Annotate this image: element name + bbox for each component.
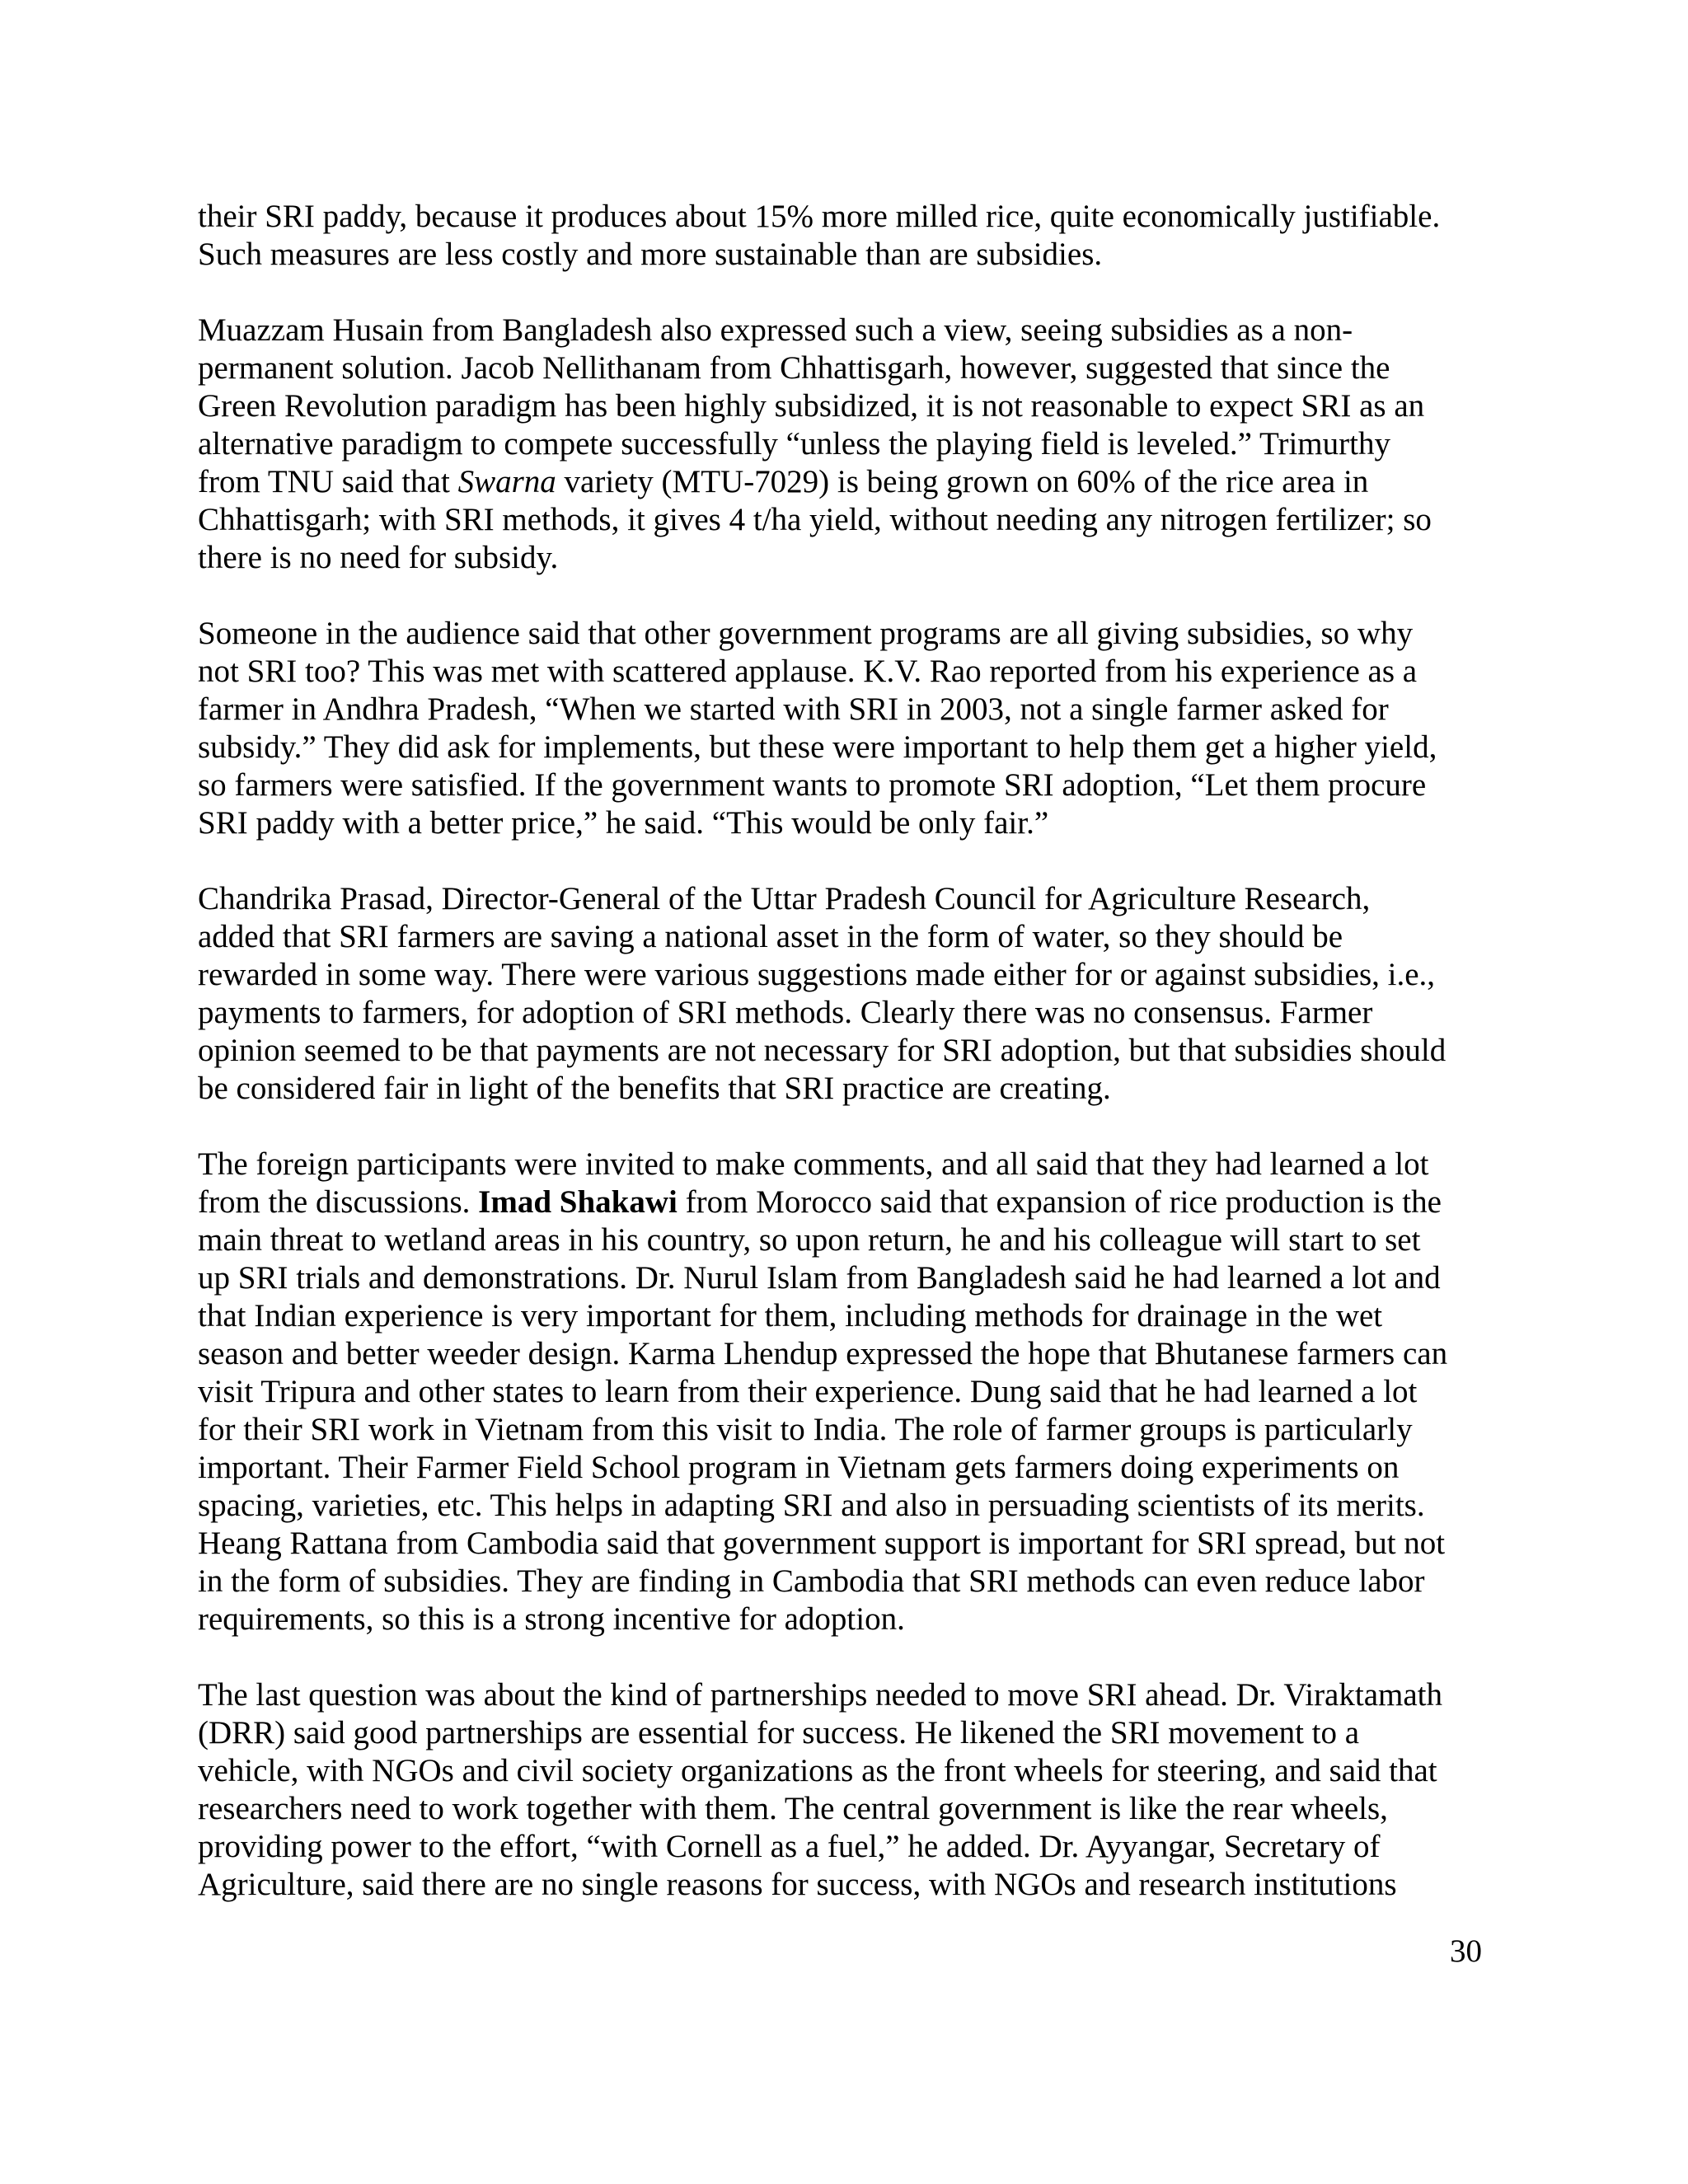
text-segment: permanent solution. Jacob Nellithanam from Chhattisgarh, however, suggested that since the [198, 350, 1390, 386]
text-segment: visit Tripura and other states to learn from their experience. Dung said that he had learned a lot [198, 1374, 1418, 1409]
text-line [198, 198, 1440, 236]
text-line [198, 1032, 1446, 1070]
bold-text: Imad Shakawi [478, 1184, 678, 1220]
text-line [198, 1601, 905, 1638]
text-segment: added that SRI farmers are saving a national asset in the form of water, so they should be [198, 919, 1343, 954]
text-segment: from the discussions. [198, 1184, 479, 1220]
text-segment: from Morocco said that expansion of rice production is the [677, 1184, 1442, 1220]
text-line [198, 236, 1102, 274]
text-segment: subsidy.” They did ask for implements, but these were important to help them get a higher yield, [198, 729, 1437, 765]
text-segment: not SRI too? This was met with scattered applause. K.V. Rao reported from his experience as a [198, 654, 1418, 689]
text-segment: (DRR) said good partnerships are essential for success. He likened the SRI movement to a [198, 1715, 1360, 1750]
text-line [198, 539, 558, 577]
text-segment: providing power to the effort, “with Cornell as a fuel,” he added. Dr. Ayyangar, Secretary of [198, 1829, 1381, 1864]
text-segment: alternative paradigm to compete successfully “unless the playing field is leveled.” Trimurthy [198, 426, 1390, 462]
text-line [198, 1790, 1388, 1828]
page-number: 30 [1450, 1933, 1482, 1969]
text-line [198, 1297, 1382, 1335]
text-line [198, 1449, 1399, 1487]
text-segment: for their SRI work in Vietnam from this visit to India. The role of farmer groups is particularly [198, 1412, 1413, 1447]
text-line [198, 349, 1390, 387]
text-line [198, 918, 1343, 956]
text-segment: opinion seemed to be that payments are not necessary for SRI adoption, but that subsidies should [198, 1033, 1447, 1068]
text-line [198, 1525, 1445, 1563]
text-line [198, 1487, 1425, 1525]
text-segment: The foreign participants were invited to make comments, and all said that they had learned a lot [198, 1146, 1429, 1182]
text-segment: Muazzam Husain from Bangladesh also expressed such a view, seeing subsidies as a non- [198, 312, 1353, 348]
text-segment: their SRI paddy, because it produces about 15% more milled rice, quite economically justifiable. [198, 199, 1441, 234]
text-line [198, 956, 1435, 994]
text-line [198, 615, 1413, 653]
text-line [198, 880, 1370, 918]
text-segment: main threat to wetland areas in his country, so upon return, he and his colleague will start to set [198, 1222, 1421, 1258]
text-segment: so farmers were satisfied. If the government wants to promote SRI adoption, “Let them procure [198, 767, 1427, 803]
text-segment: The last question was about the kind of partnerships needed to move SRI ahead. Dr. Viraktamath [198, 1677, 1442, 1713]
text-line [198, 994, 1372, 1032]
text-line [198, 1221, 1420, 1259]
text-segment: Green Revolution paradigm has been highly subsidized, it is not reasonable to expect SRI as an [198, 388, 1425, 424]
italic-text: Swarna [457, 464, 556, 499]
text-line [198, 1070, 1111, 1108]
text-segment: Such measures are less costly and more sustainable than are subsidies. [198, 237, 1103, 272]
text-segment: researchers need to work together with them. The central government is like the rear wheels, [198, 1791, 1388, 1826]
text-line [198, 1752, 1437, 1790]
text-line [198, 729, 1437, 766]
text-line [198, 463, 1368, 501]
text-segment: Agriculture, said there are no single reasons for success, with NGOs and research institutions [198, 1867, 1397, 1902]
text-segment: from TNU said that [198, 464, 458, 499]
text-segment: there is no need for subsidy. [198, 540, 559, 575]
text-line [198, 1259, 1441, 1297]
text-line [198, 653, 1417, 691]
text-line [198, 1335, 1447, 1373]
text-line [198, 804, 1048, 842]
text-line [198, 1676, 1442, 1714]
text-segment: Chhattisgarh; with SRI methods, it gives 4 t/ha yield, without needing any nitrogen fertilizer; so [198, 502, 1432, 537]
text-line [198, 1828, 1381, 1866]
text-segment: spacing, varieties, etc. This helps in adapting SRI and also in persuading scientists of its merits. [198, 1488, 1425, 1523]
text-segment: rewarded in some way. There were various suggestions made either for or against subsidies, i.e., [198, 957, 1436, 992]
text-line [198, 1183, 1442, 1221]
text-segment: vehicle, with NGOs and civil society organizations as the front wheels for steering, and said that [198, 1753, 1437, 1788]
text-segment: farmer in Andhra Pradesh, “When we started with SRI in 2003, not a single farmer asked for [198, 691, 1389, 727]
text-line [198, 501, 1432, 539]
text-segment: SRI paddy with a better price,” he said. “This would be only fair.” [198, 805, 1049, 841]
text-line [198, 766, 1426, 804]
text-segment: payments to farmers, for adoption of SRI methods. Clearly there was no consensus. Farmer [198, 995, 1373, 1030]
text-segment: in the form of subsidies. They are finding in Cambodia that SRI methods can even reduce labor [198, 1563, 1425, 1599]
text-segment: variety (MTU-7029) is being grown on 60% of the rice area in [556, 464, 1369, 499]
text-line [198, 387, 1424, 425]
text-line [198, 312, 1353, 349]
text-line [198, 691, 1389, 729]
text-line [198, 1373, 1417, 1411]
text-line [198, 1411, 1413, 1449]
text-segment: Chandrika Prasad, Director-General of the Uttar Pradesh Council for Agriculture Research, [198, 881, 1371, 916]
text-segment: important. Their Farmer Field School program in Vietnam gets farmers doing experiments on [198, 1450, 1400, 1485]
text-segment: that Indian experience is very important for them, including methods for drainage in the wet [198, 1298, 1383, 1333]
text-segment: up SRI trials and demonstrations. Dr. Nurul Islam from Bangladesh said he had learned a lot and [198, 1260, 1441, 1296]
text-segment: Someone in the audience said that other government programs are all giving subsidies, so why [198, 616, 1414, 651]
text-line [198, 1714, 1359, 1752]
text-segment: be considered fair in light of the benefits that SRI practice are creating. [198, 1071, 1111, 1106]
text-line [198, 425, 1390, 463]
text-line [198, 1866, 1397, 1904]
text-line [198, 1146, 1428, 1183]
text-line [198, 1563, 1425, 1601]
text-segment: Heang Rattana from Cambodia said that government support is important for SRI spread, but not [198, 1526, 1446, 1561]
text-segment: season and better weeder design. Karma Lhendup expressed the hope that Bhutanese farmers can [198, 1336, 1448, 1371]
text-segment: requirements, so this is a strong incentive for adoption. [198, 1601, 905, 1637]
